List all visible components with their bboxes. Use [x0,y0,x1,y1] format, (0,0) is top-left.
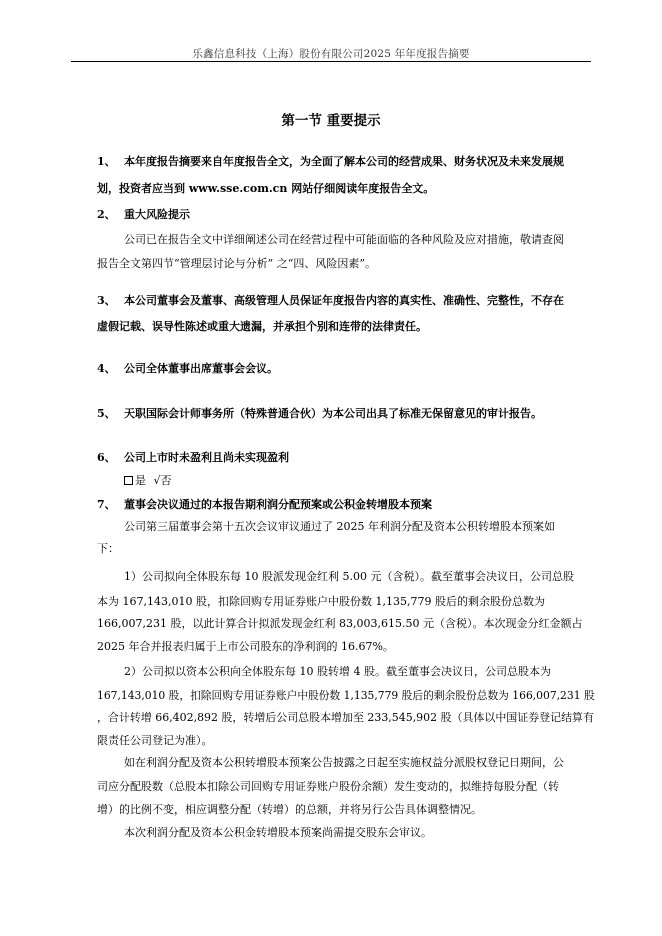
item-7-p3-line-1: 如在利润分配及资本公积转增股本预案公告披露之日起至实施权益分派股权登记日期间，公 [124,756,564,769]
item-4-text: 公司全体董事出席董事会会议。 [124,362,278,375]
item-7-p2-line-2: 167,143,010 股，扣除回购专用证券账户中股份数 1,135,779 股后的剩余股份总数为 166,007,231 股 [97,689,595,702]
item-5-number: 5、 [97,407,116,420]
item-7-p1-line-3: 166,007,231 股，以此计算合计拟派发现金红利 83,003,615.50 元（含税）。本次现金分红金额占 [97,617,583,630]
option-no-label: √否 [153,474,172,487]
header-rule [71,61,591,62]
item-7-p2-line-1: 2）公司拟以资本公积向全体股东每 10 股转增 4 股。截至董事会决议日，公司总股本为 [124,665,551,678]
item-7-p1-line-1: 1）公司拟向全体股东每 10 股派发现金红利 5.00 元（含税）。截至董事会决议日，公司总股 [124,570,574,583]
page-header: 乐鑫信息科技（上海）股份有限公司2025 年年度报告摘要 [192,48,470,60]
item-7-p2-line-4: 限责任公司登记为准）。 [97,734,213,747]
item-6-options [124,469,172,493]
item-2-heading: 重大风险提示 [124,208,190,221]
item-3-number: 3、 [97,294,116,307]
option-yes-label: 是 [135,474,146,487]
item-3-line-2: 虚假记载、误导性陈述或重大遗漏，并承担个别和连带的法律责任。 [97,320,427,333]
item-5-text: 天职国际会计师事务所（特殊普通合伙）为本公司出具了标准无保留意见的审计报告。 [124,407,542,420]
item-6-number: 6、 [97,451,116,464]
item-7-p1-line-4: 2025 年合并报表归属于上市公司股东的净利润的 16.67%。 [97,640,394,653]
item-1-number: 1、 [97,155,116,168]
item-7-intro-line-2: 下： [97,542,119,555]
checkbox-empty-icon [124,476,133,485]
item-4-number: 4、 [97,362,116,375]
item-3-line-1: 本公司董事会及董事、高级管理人员保证年度报告内容的真实性、准确性、完整性，不存在 [124,294,564,307]
item-2-line-2: 报告全文第四节“管理层讨论与分析” 之“四、风险因素”。 [97,257,376,270]
item-2-number: 2、 [97,208,116,221]
item-1-line-1: 本年度报告摘要来自年度报告全文，为全面了解本公司的经营成果、财务状况及未来发展规 [124,155,564,168]
item-7-p3-line-3: 增）的比例不变，相应调整分配（转增）的总额，并将另行公告具体调整情况。 [97,803,482,816]
item-7-heading: 董事会决议通过的本报告期利润分配预案或公积金转增股本预案 [124,498,432,511]
item-7-intro-line-1: 公司第三届董事会第十五次会议审议通过了 2025 年利润分配及资本公积转增股本预案如 [124,520,555,533]
item-6-heading: 公司上市时未盈利且尚未实现盈利 [124,451,289,464]
section-title: 第一节 重要提示 [281,113,381,129]
item-7-number: 7、 [97,498,116,511]
item-7-p4: 本次利润分配及资本公积金转增股本预案尚需提交股东会审议。 [124,826,432,839]
item-7-p1-line-2: 本为 167,143,010 股，扣除回购专用证券账户中股份数 1,135,779 股后的剩余股份总数为 [97,595,545,608]
item-2-line-1: 公司已在报告全文中详细阐述公司在经营过程中可能面临的各种风险及应对措施，敬请查阅 [124,233,564,246]
item-7-p3-line-2: 司应分配股数（总股本扣除公司回购专用证券账户股份余额）发生变动的，拟维持每股分配（转 [97,780,559,793]
item-7-p2-line-3: ，合计转增 66,402,892 股，转增后公司总股本增加至 233,545,902 股（具体以中国证券登记结算有 [97,711,594,724]
item-1-line-2: 划，投资者应当到 www.sse.com.cn 网站仔细阅读年度报告全文。 [97,182,435,195]
